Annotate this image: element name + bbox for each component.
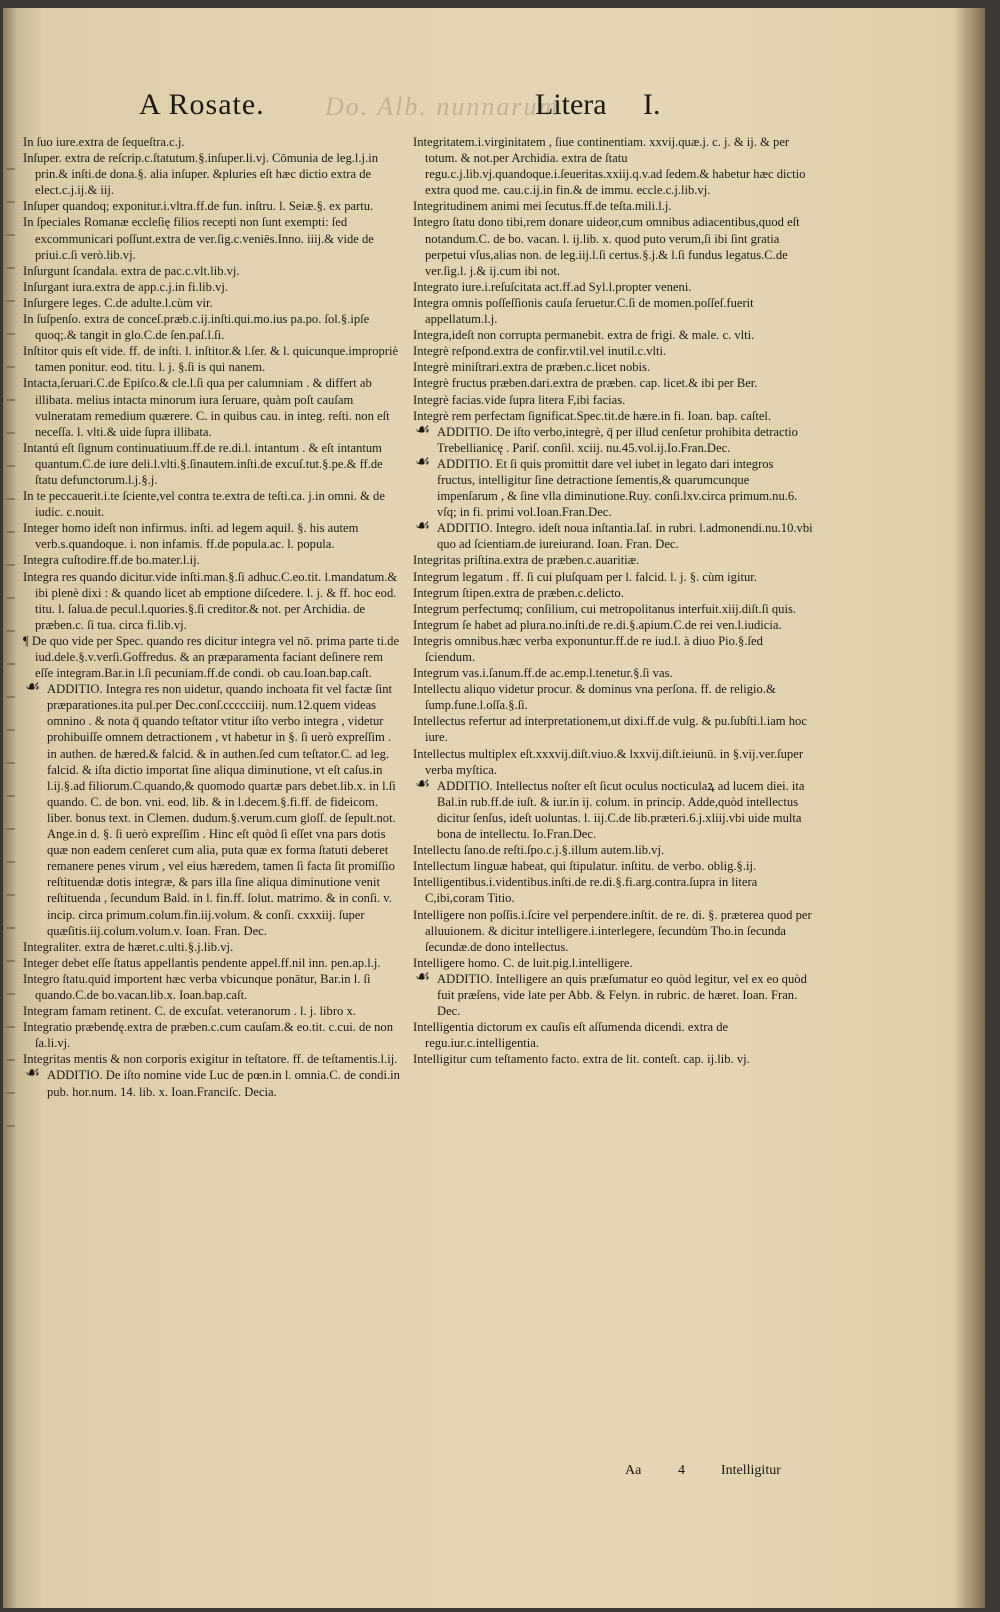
margin-mark xyxy=(7,531,15,533)
margin-mark xyxy=(7,1026,15,1028)
index-entry: Integra cuſtodire.ff.de bo.mater.l.ij. xyxy=(23,553,200,568)
index-entry: Inſuper quandoq; exponitur.i.vltra.ff.de fun. inſtru. l. Seiæ.§. ex partu. xyxy=(23,199,374,214)
margin-mark xyxy=(7,201,15,203)
index-entry: Intantú eſt ſignum continuatiuum.ff.de re.di.l. intantum . & eſt intantum quantum.C.de iure deli.l.vlti.§.ſinautem.inſti.de excuſ.tut.§.pe.& ff.de ſtatu defunctorum.l.j.§.j. xyxy=(23,440,383,487)
index-entry: Integrato iure.i.reſuſcitata act.ff.ad Syl.l.propter veneni. xyxy=(413,279,692,294)
margin-mark xyxy=(7,333,15,335)
index-entry: Integritudinem animi mei ſecutus.ff.de teſta.mili.l.j. xyxy=(413,199,672,214)
margin-mark xyxy=(7,663,15,665)
margin-mark xyxy=(7,234,15,236)
index-entry: Integraliter. extra de hæret.c.ulti.§.j.lib.vj. xyxy=(23,939,234,954)
addition-entry: ☙ ADDITIO. De iſto nomine vide Luc de pœn.in l. omnia.C. de condi.in pub. hor.num. 14. lib. x. Ioan.Franciſc. Decia. xyxy=(33,1067,403,1099)
margin-mark xyxy=(7,795,15,797)
margin-mark xyxy=(7,300,15,302)
index-entry: Intelligentibus.i.videntibus.inſti.de re.di.§.fi.arg.contra.ſupra in litera C,ibi,coram Titio. xyxy=(413,875,758,906)
index-entry: In ſuſpenſo. extra de conceſ.præb.c.ij.inſti.qui.mo.ius pa.po. ſol.§.ipſe quoq;.& tangit in glo.C.de ſen.paſ.l.ſi. xyxy=(23,312,370,343)
margin-mark xyxy=(7,498,15,500)
margin-mark xyxy=(7,993,15,995)
margin-mark xyxy=(7,630,15,632)
index-entry: Integrè rem perfectam ſignificat.Spec.tit.de hære.in fi. Ioan. bap. caſtel. xyxy=(413,408,772,423)
margin-mark xyxy=(7,564,15,566)
margin-mark xyxy=(7,1092,15,1094)
index-entry: Integrè fructus præben.dari.extra de præben. cap. licet.& ibi per Ber. xyxy=(413,376,758,391)
bleed-through-text: Do. Alb. nunnarum xyxy=(325,92,560,121)
margin-mark xyxy=(7,168,15,170)
margin-mark xyxy=(7,927,15,929)
index-entry: Integro ſtatu.quid importent hæc verba vbicunque ponātur, Bar.in l. ſi quando.C.de bo.vacan.lib.x. Ioan.bap.caſt. xyxy=(23,971,371,1002)
index-entry: Intellectus multiplex eſt.xxxvij.diſt.viuo.& lxxvij.diſt.ieiunū. in §.vij.ver.ſuper verba myſtica. xyxy=(413,746,804,777)
margin-mark xyxy=(7,861,15,863)
index-entry: Intellectu ſano.de reſti.ſpo.c.j.§.illum autem.lib.vj. xyxy=(413,843,665,858)
index-entry: Intelligitur cum teſtamento facto. extra de lit. conteſt. cap. ij.lib. vj. xyxy=(413,1052,750,1067)
margin-mark xyxy=(7,399,15,401)
index-entry: Inſuper. extra de reſcrip.c.ſtatutum.§.inſuper.li.vj. Cōmunia de leg.l.j.in prin.& inſti.de dona.§. alia inſuper. &pluries eſt hæc dictio extra de elect.c.j.ij.& iij. xyxy=(23,151,378,198)
left-column xyxy=(23,134,403,1100)
addition-entry: ☙ ADDITIO. Integro. ideſt noua inſtantia.Iaſ. in rubri. l.admonendi.nu.10.vbi quo ad ſcientiam.de iureiurand. Ioan. Fran. Dec. xyxy=(423,520,813,552)
index-entry: Intelligentia dictorum ex cauſis eſt aſſumenda dicendi. extra de regu.iur.c.intelligentia. xyxy=(413,1020,729,1051)
index-entry: Intelligere non poſſis.i.ſcire vel perpendere.inſtit. de re. di. §. præterea quod per alluuionem. & dicitur intelligere.i.interlegere, ſecundùm Tho.in ſecunda ſecundæ.de dono intellectus. xyxy=(413,907,812,954)
index-entry: Integra res quando dicitur.vide inſti.man.§.ſi adhuc.C.eo.tit. l.mandatum.& ibi plenè dixi : & quando licet ab emptione diſcedere. l. j. & ff. hoc eod. titu. l. ſalua.de pecul.l.quories.§.ſi creditor.& not. per Archidia. de præben.c. ſi tua. circa fi.lib.vj. xyxy=(23,569,398,632)
index-entry: Integrum ſe habet ad plura.no.inſti.de re.di.§.apium.C.de rei ven.l.iudicia. xyxy=(413,617,782,632)
margin-mark xyxy=(7,267,15,269)
index-entry: Integrum vas.i.ſanum.ff.de ac.emp.l.tenetur.§.ſi vas. xyxy=(413,666,673,681)
addition-entry: ☙ ADDITIO. De iſto verbo,integrè, q̄ per illud cenſetur prohibita detractio Trebellianicę . Pariſ. conſil. xciij. nu.45.vol.ij.Io.Fran.Dec. xyxy=(423,424,813,456)
left-margin-marks xyxy=(7,168,17,1168)
index-entry: Integram famam retinent. C. de excuſat. veteranorum . l. j. libro x. xyxy=(23,1004,356,1019)
index-entry: Integris omnibus.hæc verba exponuntur.ff.de re iud.l. à diuo Pio.§.ſed ſciendum. xyxy=(413,633,763,664)
margin-mark xyxy=(7,828,15,830)
index-entry: Intellectum linguæ habeat, qui ſtipulatur. inſtitu. de verbo. oblig.§.ij. xyxy=(413,859,757,874)
index-entry: In ſpeciales Romanæ eccleſię filios recepti non ſunt exempti: ſed excommunicari poſſunt.extra de ver.ſig.c.veniēs.Inno. iiij.& vide de priui.c.ſi verò.lib.vj. xyxy=(23,215,374,262)
index-entry: Integrè facias.vide ſupra litera F,ibi facias. xyxy=(413,392,626,407)
addition-entry: ☙ ADDITIO. Et ſi quis promittit dare vel iubet in legato dari integros fructus, intelligitur ſine detractione ſementis,& quarumcunque impenſarum , & ſine vlla diminutione.Ruy. conſi.lxv.circa primum.nu.6. vſq; in fi. primi vol.Ioan.Fran.Dec. xyxy=(423,456,813,520)
index-entry: Inſurgunt ſcandala. extra de pac.c.vlt.lib.vj. xyxy=(23,263,240,278)
index-entry: Intellectus refertur ad interpretationem,ut dixi.ff.de vulg. & pu.ſubſti.l.iam hoc iure. xyxy=(413,714,807,745)
margin-mark xyxy=(7,696,15,698)
index-entry: Integra omnis poſſeſſionis cauſa ſeruetur.C.ſi de momen.poſſeſ.fuerit appellatum.l.j. xyxy=(413,295,754,327)
index-entry: Integrè reſpond.extra de confir.vtil.vel inutil.c.vlti. xyxy=(413,344,667,359)
catchword: Intelligitur xyxy=(721,1463,781,1478)
index-entry: ¶ De quo vide per Spec. quando res dicitur integra vel nō. prima parte ti.de iud.dele.§.v.verſi.Goffredus. & an præparamenta faciant deſinere rem eſſe integram.Bar.in l.ſi pecuniam.ff.de condi. ob cau.Ioan.bap.caſt. xyxy=(23,633,400,681)
right-column xyxy=(413,134,813,1067)
margin-mark xyxy=(7,960,15,962)
index-entry: In te peccauerit.i.te ſciente,vel contra te.extra de teſti.ca. j.in omni. & de iudic. c.nouit. xyxy=(23,489,385,520)
addition-entry: ☙ ADDITIO. Integra res non uidetur, quando inchoata fit vel factæ ſint præparationes.ita pul.per Dec.conſ.ccccciiij. num.12.quem videas omnino . & nota q̄ quando teſtator vtitur iſto verbo integra , videtur prohibuiſſe omnem detractionem , vt habetur in §. ſi uerò expreſſim . in authen. de hæred.& falcid. & in authen.ſed cum teſtator.C. ad leg. falcid. & iſta dictio importat ſine aliqua diminutione, vt eſt caſus.in l.ij.§.ad filiorum.C.quando,& quomodo quartæ pars debet.lib.x. in l.ſi quando. C. de bon. vni. eod. lib. & in l.decem.§.fi.ff. de fideicom. liber. bonus text. in Clemen. dudum.§.verum.cum gloſſ. de ſepult.not. Ange.in d. §. ſi uerò expreſſim . Hinc eſt quòd ſi eſſet vna pars dotis quæ non eadem cenſeret cum alia, puta quæ ex forma ſtatuti deberet remanere penes virum , vel eius hæredem, tamen ſi facta ſit promiſſio reſtituendæ dotis integræ, & pars illa ſine aliqua diminutione venit reſtituenda , ſecundum Bald. in l. fin.ff. ſolut. matrimo. & in conſi. v. incip. circa primum.colum.fin.iij.volum. & conſi. cxxxiij. ſuper quæſitis.iij.colum.volum.v. Ioan. Fran. Dec. xyxy=(33,681,403,939)
index-entry: Integratio præbendę.extra de præben.c.cum cauſam.& eo.tit. c.cui. de non ſa.li.vj. xyxy=(23,1020,393,1051)
index-entry: Intelligere homo. C. de luit.pig.l.intelligere. xyxy=(413,955,633,970)
addition-entry: ☙ ADDITIO. Intellectus noſter eſt ſicut oculus nocticulaꝝ ad lucem diei. ita Bal.in rub.ff.de iuſt. & iur.in ij. colum. in princip. Adde,quòd intellectus dicitur ſenſus, ideſt uoluntas. l. iij.C.de lib.præteri.6.j.xliij.vbi uide multa bona de intellectu. Io.Fran.Dec. xyxy=(423,778,813,842)
margin-mark xyxy=(7,1059,15,1061)
book-page xyxy=(3,8,985,1608)
index-entry: Integritas priſtina.extra de præben.c.auaritiæ. xyxy=(413,553,640,568)
index-entry: Integrum legatum . ff. ſi cui pluſquam per l. falcid. l. j. §. cùm igitur. xyxy=(413,569,757,584)
addition-entry: ☙ ADDITIO. Intelligere an quis præſumatur eo quòd legitur, vel ex eo quòd fuit præſens, vide late per Abb. & Felyn. in rubric. de hæret. Ioan. Fran. Dec. xyxy=(423,971,813,1019)
page-edge-shadow xyxy=(955,8,985,1608)
index-entry: Integrum ſtipen.extra de præben.c.delicto. xyxy=(413,585,624,600)
margin-mark xyxy=(7,894,15,896)
index-entry: Integer homo ideſt non infirmus. inſti. ad legem aquil. §. his autem verb.s.quandoque. i. non infamis. ff.de popula.ac. l. popula. xyxy=(23,521,359,552)
margin-mark xyxy=(7,729,15,731)
margin-mark xyxy=(7,597,15,599)
page-number: 4 xyxy=(678,1463,685,1478)
index-entry: Integer debet eſſe ſtatus appellantis pendente appel.ff.nil inn. pen.ap.l.j. xyxy=(23,955,381,970)
index-entry: Intellectu aliquo videtur procur. & dominus vna perſona. ff. de religio.& ſump.fune.l.oſſa.§.ſi. xyxy=(413,682,776,713)
margin-mark xyxy=(7,432,15,434)
index-entry: Integro ſtatu dono tibi,rem donare uideor,cum omnibus adiacentibus,quod eſt notandum.C. de bo. vacan. l. ij.lib. x. quod puto verum,ſi ibi ſint gratia perpetui vſus,alias non. de leg.iij.l.ſi certus.§.j.& l.ſi fundus legatus.C.de ver.ſig.l. j.& ij.cum ibi not. xyxy=(413,215,800,278)
margin-mark xyxy=(7,762,15,764)
margin-mark xyxy=(7,465,15,467)
running-head-letter: I. xyxy=(643,88,661,121)
index-entry: In ſuo iure.extra de ſequeſtra.c.j. xyxy=(23,135,185,149)
index-entry: Integrè miniſtrari.extra de præben.c.licet nobis. xyxy=(413,360,651,375)
index-entry: Integrum perfectumq; conſilium, cui metropolitanus interfuit.xiij.diſt.ſi quis. xyxy=(413,601,796,616)
running-head-right: Litera xyxy=(535,88,607,121)
index-entry: Inſtitor quis eſt vide. ff. de inſti. l. inſtitor.& l.ſer. & l. quicunque.impropriè tamen ponitur. eod. titu. l. j. §.ſi is qui nanem. xyxy=(23,344,399,375)
running-head-left: A Rosate. xyxy=(139,88,265,121)
margin-mark xyxy=(7,366,15,368)
margin-mark xyxy=(7,1125,15,1127)
index-entry: Integritas mentis & non corporis exigitur in teſtatore. ff. de teſtamentis.l.ij. xyxy=(23,1052,398,1067)
signature-mark: Aa xyxy=(625,1463,642,1478)
index-entry: Inſurgant iura.extra de app.c.j.in fi.lib.vj. xyxy=(23,279,229,294)
index-entry: Inſurgere leges. C.de adulte.l.cùm vir. xyxy=(23,295,213,310)
index-entry: Integra,ideſt non corrupta permanebit. extra de frigi. & male. c. vlti. xyxy=(413,328,755,343)
index-entry: Integritatem.i.virginitatem , ſiue continentiam. xxvij.quæ.j. c. j. & ij. & per totum. & not.per Archidia. extra de ſtatu regu.c.j.lib.vj.quandoque.i.ſeueritas.xxiij.q.v.ad ſedem.& habetur hæc dictio extra quod me. cau.c.ij.in fin.& de immu. eccle.c.j.lib.vj. xyxy=(413,135,806,198)
index-entry: Intacta,ſeruari.C.de Epiſco.& cle.l.ſi qua per calumniam . & differt ab illibata. melius intacta minorum iura ſeruare, quàm poſt cauſam vulneratam remedium quærere. C. in quibus cau. in integ. reſti. non eſt neceſſa. l. vlti.& uide ſupra illibata. xyxy=(23,376,390,439)
